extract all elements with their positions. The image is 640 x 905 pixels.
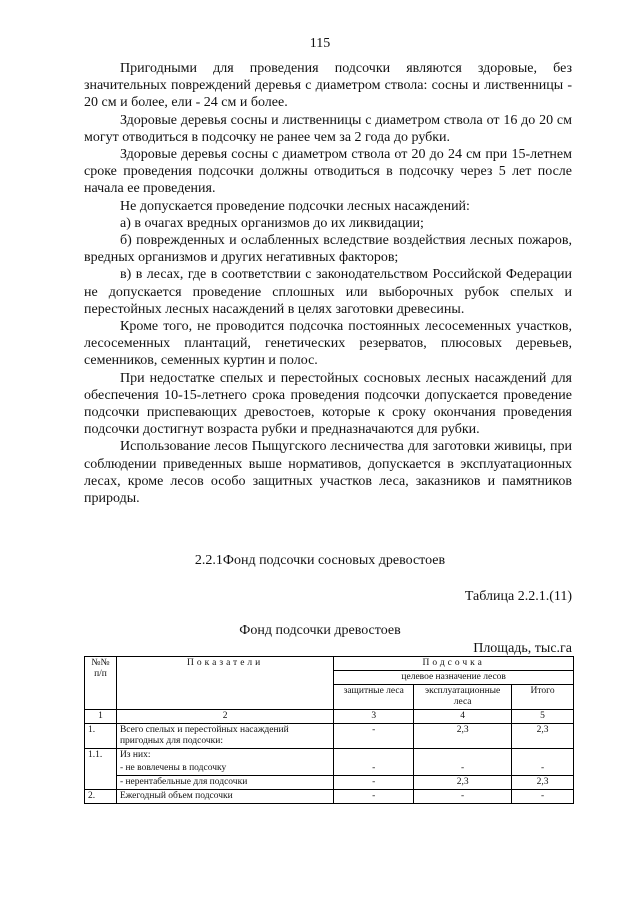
cell-total: [512, 749, 574, 763]
column-number: 1: [85, 710, 117, 724]
header-protective: защитные леса: [334, 685, 414, 710]
tapping-fund-table: [84, 656, 574, 804]
cell-total: -: [512, 790, 574, 804]
table-header-row: [85, 657, 574, 671]
page-number: 115: [309, 36, 331, 51]
body-text: [84, 60, 572, 507]
header-indicators: Показатели: [116, 657, 333, 710]
cell-protective: -: [334, 724, 414, 749]
cell-total: 2,3: [512, 724, 574, 749]
cell-exploitation: 2,3: [414, 724, 512, 749]
row-number: 2.: [85, 790, 117, 804]
column-number: 3: [334, 710, 414, 724]
row-label: Из них:: [116, 749, 333, 763]
cell-total: -: [512, 762, 574, 776]
paragraph: Использование лесов Пыщугского лесничества для заготовки живицы, при соблюдении приведенных выше нормативов, допускается в эксплуатационных лесах, кроме лесов особо защитных участков леса, заказников и памятников природы.: [84, 439, 572, 507]
cell-exploitation: -: [414, 790, 512, 804]
row-number: 1.1.: [85, 749, 117, 790]
table-units: Площадь, тыс.га: [473, 641, 572, 656]
column-number-row: [85, 710, 574, 724]
table-row: [85, 762, 574, 776]
paragraph: б) поврежденных и ослабленных вследствие воздействия лесных пожаров, вредных организмов и других негативных факторов;: [84, 233, 572, 266]
table-row: [85, 790, 574, 804]
paragraph: а) в очагах вредных организмов до их ликвидации;: [120, 215, 424, 231]
row-label: - не вовлечены в подсочку: [116, 762, 333, 776]
paragraph: Кроме того, не проводится подсочка постоянных лесосеменных участков, лесосеменных плантаций, генетических резерватов, плюсовых деревьев, семенников, семенных куртин и полос.: [84, 319, 572, 369]
column-number: 4: [414, 710, 512, 724]
cell-exploitation: [414, 749, 512, 763]
table-row: [85, 724, 574, 749]
paragraph: При недостатке спелых и перестойных сосновых лесных насаждений для обеспечения 10-15-летнего срока проведения подсочки допускается проведение подсочки приспевающих древостоев, которые к сроку окончания проведения подсочки достигнут возраста рубки и предназначаются для рубки.: [84, 370, 572, 438]
table-row: [85, 776, 574, 790]
table-reference: Таблица 2.2.1.(11): [464, 589, 572, 604]
cell-total: 2,3: [512, 776, 574, 790]
row-label: Ежегодный объем подсочки: [116, 790, 333, 804]
table-row: [85, 749, 574, 763]
header-exploitation: эксплуатационные леса: [414, 685, 512, 710]
cell-exploitation: -: [414, 762, 512, 776]
row-label: - нерентабельные для подсочки: [116, 776, 333, 790]
header-purpose: целевое назначение лесов: [334, 671, 574, 685]
cell-protective: -: [334, 776, 414, 790]
header-total: Итого: [512, 685, 574, 710]
column-number: 5: [512, 710, 574, 724]
cell-protective: [334, 749, 414, 763]
section-heading: 2.2.1Фонд подсочки сосновых древостоев: [194, 553, 446, 568]
paragraph: Пригодными для проведения подсочки являются здоровые, без значительных повреждений деревья с диаметром ствола: сосны и лиственницы - 20 см и более, ели - 24 см и более.: [84, 61, 572, 111]
cell-exploitation: 2,3: [414, 776, 512, 790]
paragraph: Здоровые деревья сосны и лиственницы с диаметром ствола от 16 до 20 см могут отводиться в подсочку не ранее чем за 2 года до рубки.: [84, 112, 572, 145]
table-title: Фонд подсочки древостоев: [239, 623, 401, 638]
header-num: №№ п/п: [85, 657, 117, 710]
row-number: 1.: [85, 724, 117, 749]
column-number: 2: [116, 710, 333, 724]
paragraph: Здоровые деревья сосны с диаметром ствола от 20 до 24 см при 15-летнем сроке проведения подсочки должны отводиться в подсочку через 5 лет после начала ее проведения.: [84, 147, 572, 197]
row-label: Всего спелых и перестойных насаждений пригодных для подсочки:: [116, 724, 333, 749]
cell-protective: -: [334, 790, 414, 804]
cell-protective: -: [334, 762, 414, 776]
paragraph: Не допускается проведение подсочки лесных насаждений:: [120, 198, 470, 214]
header-tapping: Подсочка: [334, 657, 574, 671]
paragraph: в) в лесах, где в соответствии с законодательством Российской Федерации не допускается проведение сплошных или выборочных рубок спелых и перестойных лесных насаждений в целях заготовки древесины.: [84, 267, 572, 317]
